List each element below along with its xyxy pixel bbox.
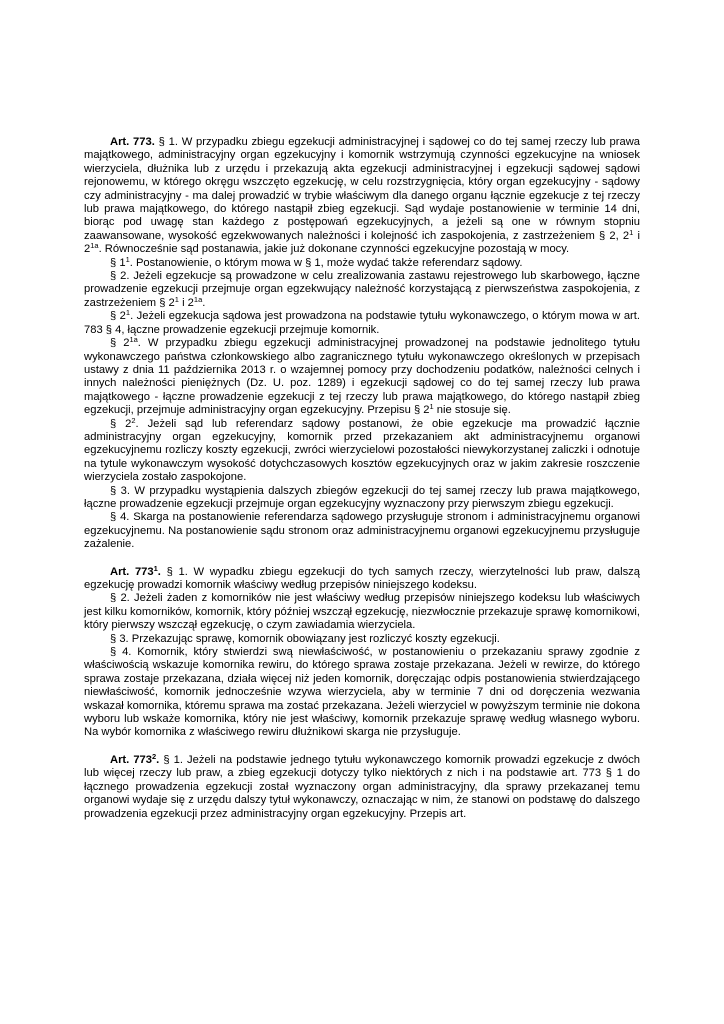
- superscript-index: 1a: [129, 335, 138, 345]
- article-paragraph: [84, 592, 640, 632]
- article-paragraph: [84, 646, 640, 740]
- text-segment: § 1. W przypadku zbiegu egzekucji administracyjnej i sądowej co do tej samej rzeczy lub prawa majątkowego, administracyjny organ egzekucyjny i komornik wstrzymują czynności egzekucyjne na wniosek wierzyciela, dłużnika lub z urzędu i przekazują akta egzekucji administracyjnej i egzekucji sądowej sądowi rejonowemu, w którego okręgu wszczęto egzekucję, w celu rozstrzygnięcia, który organ egzekucyjny - sądowy czy administracyjny - ma dalej prowadzić w trybie właściwym dla danego organu łącznie egzekucje z tej rzeczy lub prawa majątkowego, do którego nastąpił zbieg egzekucji. Sąd wydaje postanowienie w terminie 14 dni, biorąc pod uwagę stan każdego z postępowań egzekucyjnych, a jeżeli są one w równym stopniu zaawansowane, wysokość egzekwowanych należności i kolejność ich zaspokojenia, z zastrzeżeniem § 2, 2: [84, 136, 640, 242]
- article-paragraph: [84, 633, 640, 646]
- text-segment: .: [202, 296, 206, 309]
- text-segment: . W przypadku zbiegu egzekucji administracyjnej prowadzonej na podstawie jednolitego tytułu wykonawczego państwa członkowskiego albo zagranicznego tytułu wykonawczego określonych w przepisach ustawy z dnia 11 października 2013 r. o wzajemnej pomocy przy dochodzeniu podatków, należności celnych i innych należności pieniężnych (Dz. U. poz. 1289) i egzekucji sądowej co do tej samej rzeczy lub prawa majątkowego - łączne prowadzenie egzekucji z tej rzeczy lub prawa majątkowego, do którego nastąpił zbieg egzekucji, przejmuje administracyjny organ egzekucyjny. Przepisu § 2: [84, 337, 640, 417]
- text-segment: . Równocześnie sąd postanawia, jakie już dokonane czynności egzekucyjne pozostają w mocy.: [98, 243, 570, 256]
- text-segment: § 2: [110, 310, 126, 323]
- article-paragraph: [84, 337, 640, 417]
- article-number: Art. 773: [110, 565, 154, 578]
- text-segment: . Jeżeli egzekucja sądowa jest prowadzona na podstawie tytułu wykonawczego, o którym mowa w art. 783 § 4, łączne prowadzenie egzekucji przejmuje komornik.: [84, 310, 640, 336]
- superscript-index: 1a: [193, 294, 203, 304]
- article-label: [110, 563, 161, 578]
- text-segment: . Postanowienie, o którym mowa w § 1, może wydać także referendarz sądowy.: [129, 256, 523, 269]
- text-segment: § 2: [110, 337, 130, 350]
- article-paragraph: [84, 415, 640, 485]
- text-segment: § 3. W przypadku wystąpienia dalszych zbiegów egzekucji do tej samej rzeczy lub prawa majątkowego, łączne prowadzenie egzekucji przejmuje organ egzekucyjny wyznaczony przy pierwszym zbiegu egzekucji.: [84, 484, 640, 510]
- article-label: [110, 751, 160, 766]
- text-segment: § 1: [110, 256, 126, 269]
- article-paragraph: [84, 254, 640, 270]
- text-segment: . Jeżeli sąd lub referendarz sądowy postanowi, że obie egzekucje ma prowadzić łącznie administracyjny organ egzekucyjny, komornik przed przekazaniem akt administracyjnemu organowi egzekucyjnemu rozliczy koszty egzekucji, zwróci wierzycielowi pozostałości niewykorzystanej zaliczki i odnotuje na tytule wykonawczym wysokość dotychczasowych kosztów egzekucyjnych oraz w jakim zakresie roszczenie wierzyciela zostało zaspokojone.: [84, 417, 640, 484]
- text-segment: nie stosuje się.: [433, 404, 511, 417]
- superscript-index: 2: [131, 415, 136, 425]
- text-segment: § 2: [110, 417, 132, 430]
- text-segment: § 1. W wypadku zbiegu egzekucji do tych samych rzeczy, wierzytelności lub praw, dalszą egzekucję prowadzi komornik właściwy według przepisów niniejszego kodeksu.: [84, 565, 641, 591]
- superscript-index: 1: [429, 402, 434, 412]
- text-segment: § 1. Jeżeli na podstawie jednego tytułu wykonawczego komornik prowadzi egzekucje z dwóch lub więcej rzeczy lub praw, a zbieg egzekucji dotyczy tylko niektórych z nich i na podstawie art. 773 § 1 do łącznego prowadzenia egzekucji został wyznaczony organ administracyjny, dla sprawy przekazanej temu organowi wydaje się z urzędu dalszy tytuł wykonawczy, oznaczając w nim, że stanowi on podstawę do dalszego prowadzenia egzekucji przez administracyjny organ egzekucyjny. Przepis art.: [84, 753, 640, 820]
- article-number: Art. 773: [110, 753, 152, 766]
- text-segment: i 2: [178, 296, 194, 309]
- text-segment: § 2. Jeżeli egzekucje są prowadzone w celu zrealizowania zastawu rejestrowego lub skarbowego, łączne prowadzenie egzekucji przejmuje organ egzekwujący należność korzystającą z pierwszeństwa zaspokojenia, z zastrzeżeniem § 2: [84, 270, 640, 309]
- text-segment: § 4. Skarga na postanowienie referendarza sądowego przysługuje stronom i administracyjnemu organowi egzekucyjnemu. Na postanowienie sądu stronom oraz administracyjnemu organowi egzekucyjnemu przysługuje zażalenie.: [84, 511, 640, 551]
- article-number-superscript: 1: [153, 563, 158, 573]
- superscript-index: 1: [125, 254, 130, 264]
- article-paragraph: [84, 511, 640, 551]
- article-heading-paragraph: [84, 563, 641, 593]
- article-number-end: .: [157, 565, 161, 578]
- superscript-index: 1: [125, 308, 131, 318]
- article-paragraph: [84, 310, 640, 337]
- article-label: [110, 136, 155, 148]
- text-segment: § 4. Komornik, który stwierdzi swą niewłaściwość, w postanowieniu o przekazaniu sprawy zgodnie z właściwością wskazuje komornika rewiru, do którego sprawa zostaje przekazana. Jeżeli w rewirze, do którego sprawa zostaje przekazana, działa więcej niż jeden komornik, doręczając odpis postanowienia stwierdzającego niewłaściwość, komornik jednocześnie wzywa wierzyciela, aby w terminie 7 dni od doręczenia wezwania wskazał komornika, któremu sprawa ma zostać przekazana. Jeżeli wierzyciel w powyższym terminie nie dokona wyboru lub wskaże komornika, który nie jest właściwy, komornik przekazuje sprawę według własnego wyboru. Na wybór komornika z właściwego rewiru dłużnikowi skarga nie przysługuje.: [84, 646, 640, 739]
- article-paragraph: [84, 270, 640, 310]
- superscript-index: 1: [174, 294, 179, 304]
- article-paragraph: [84, 485, 640, 512]
- article-heading-paragraph: [84, 751, 640, 821]
- article-number-end: .: [156, 753, 160, 766]
- article-heading-paragraph: [84, 136, 640, 257]
- superscript-index: 1: [629, 227, 634, 237]
- document-body: [84, 136, 640, 821]
- article-number-superscript: 2: [152, 751, 157, 761]
- text-segment: § 2. Jeżeli żaden z komorników nie jest właściwy według przepisów niniejszego kodeksu lub właściwych jest kilku komorników, komornik, który później wszczął egzekucję, niezwłocznie przekazuje sprawę komornikowi, który pierwszy wszczął egzekucję, o czym zawiadamia wierzyciela.: [84, 592, 640, 632]
- text-segment: § 3. Przekazując sprawę, komornik obowiązany jest rozliczyć koszty egzekucji.: [110, 632, 500, 645]
- superscript-index: 1a: [90, 241, 99, 251]
- text-segment: i 2: [84, 229, 640, 256]
- article-number: Art. 773.: [110, 136, 155, 148]
